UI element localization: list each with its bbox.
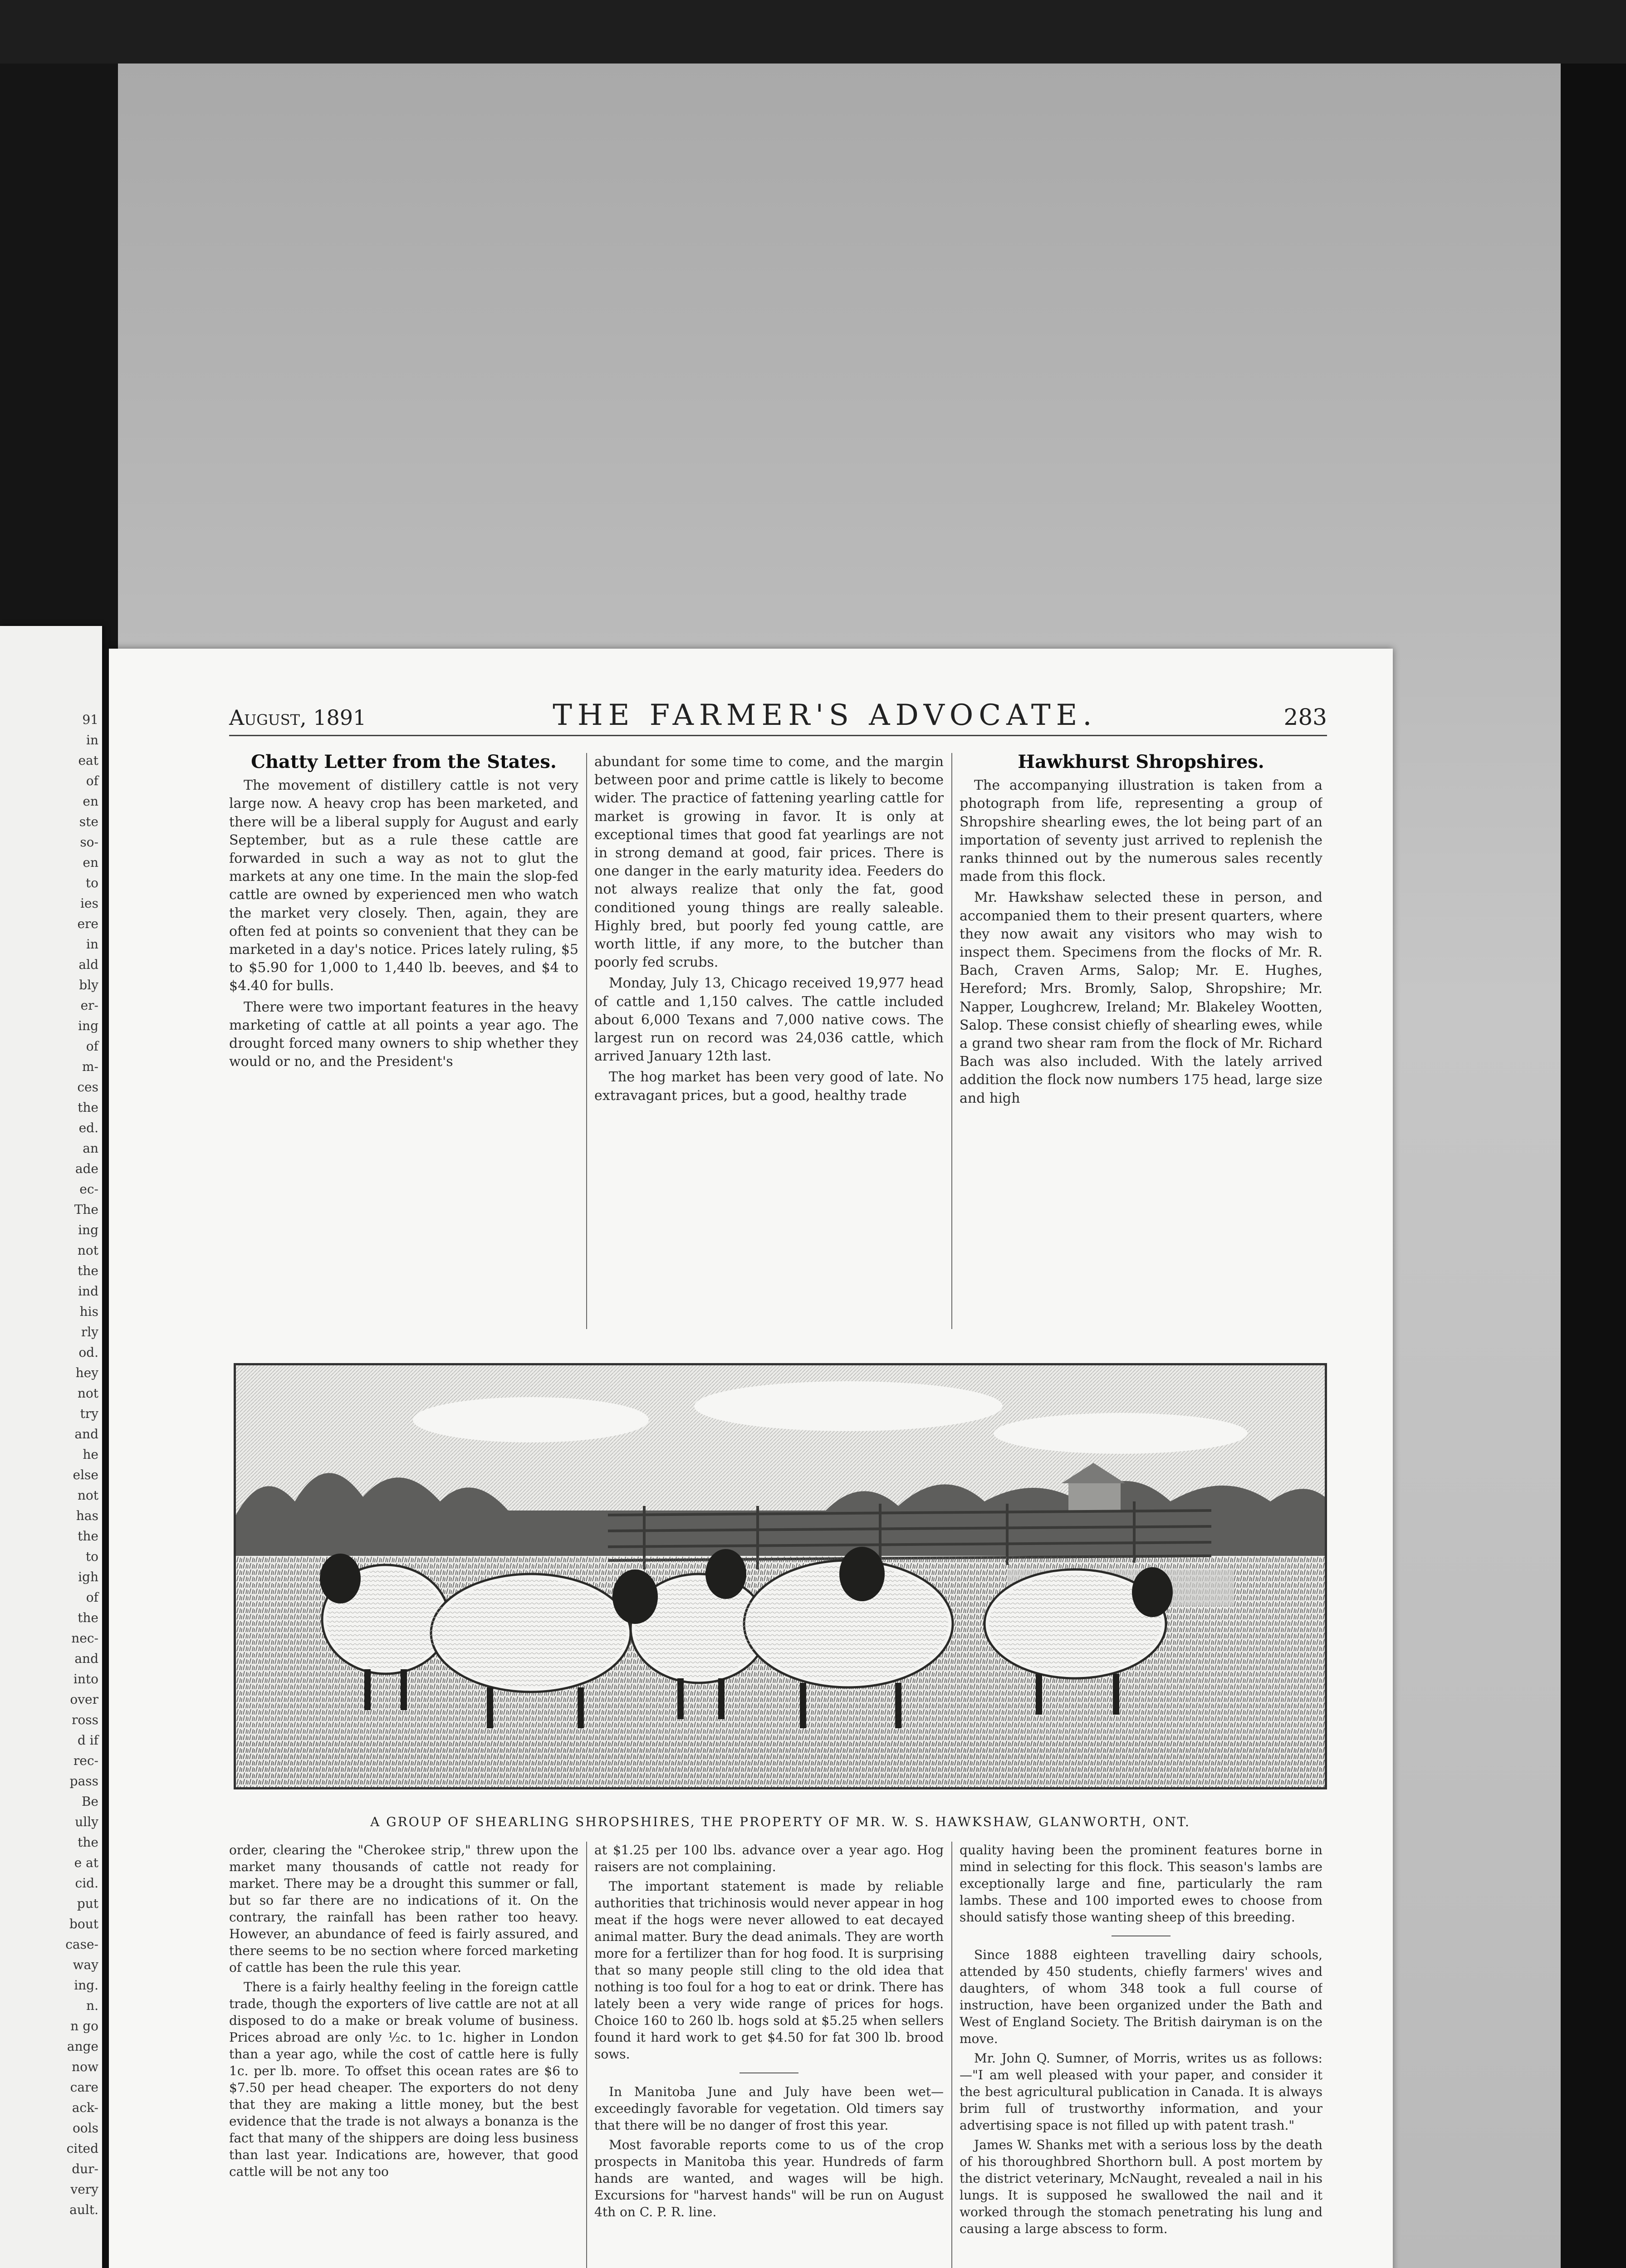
adjacent-page-text-fragment: cid. — [75, 1876, 98, 1891]
adjacent-page-text-fragment: not — [77, 1386, 98, 1401]
adjacent-page-text-fragment: eat — [78, 753, 98, 768]
adjacent-page-text-fragment: Be — [81, 1794, 98, 1809]
adjacent-page-text-fragment: rly — [81, 1325, 98, 1339]
adjacent-page-text-fragment: over — [70, 1692, 98, 1707]
adjacent-page-text-fragment: the — [78, 1529, 98, 1544]
adjacent-page-text-fragment: an — [83, 1141, 98, 1156]
adjacent-page-text-fragment: try — [80, 1406, 98, 1421]
article-title-chatty-letter: Chatty Letter from the States. — [251, 753, 557, 772]
adjacent-page-text-fragment: case- — [65, 1937, 98, 1952]
adjacent-page-text-fragment: ald — [78, 957, 98, 972]
adjacent-page-text-fragment: the — [78, 1610, 98, 1625]
adjacent-page-text-fragment: n go — [70, 2019, 98, 2033]
adjacent-page-text-fragment: ere — [77, 916, 98, 931]
adjacent-page-text-fragment: in — [86, 937, 98, 952]
adjacent-page-text-fragment: to — [85, 1549, 98, 1564]
adjacent-page-text-fragment: ross — [72, 1712, 98, 1727]
adjacent-page-text-fragment: The — [74, 1202, 98, 1217]
adjacent-page-text-fragment: put — [77, 1896, 98, 1911]
article-title-hawkhurst: Hawkhurst Shropshires. — [1018, 753, 1264, 772]
paragraph: Since 1888 eighteen travelling dairy schools, attended by 450 students, chiefly farmers' wives and daughters, of whom 348 took a full course of instruction, have been organized under the Bath and West of England Society. The British dairyman is on the move. — [960, 1947, 1322, 2046]
newspaper-page — [109, 649, 1393, 2268]
column-2-bottom — [594, 1842, 944, 2268]
masthead-title: THE FARMER'S ADVOCATE. — [553, 699, 1097, 732]
adjacent-page-text-fragment: e at — [74, 1855, 98, 1870]
adjacent-page-text-fragment: en — [83, 855, 98, 870]
header-date: August, 1891 — [229, 705, 367, 730]
scan-background-right — [1561, 64, 1626, 2268]
adjacent-page-text-fragment: ade — [75, 1161, 98, 1176]
column-divider — [586, 1842, 587, 2268]
adjacent-page-text-fragment: ools — [72, 2121, 98, 2136]
adjacent-page-text-fragment: od. — [78, 1345, 98, 1360]
adjacent-page-text-fragment: d if — [77, 1733, 98, 1748]
figure-caption: A GROUP OF SHEARLING SHROPSHIRES, THE PROPERTY OF MR. W. S. HAWKSHAW, GLANWORTH, ONT. — [370, 1814, 1190, 1829]
paragraph: Most favorable reports come to us of the crop prospects in Manitoba this year. Hundreds of farm hands are wanted, and wages will be high. Excursions for "harvest hands" will be run on August 4th on C. P. R. line. — [594, 2137, 944, 2219]
paragraph: The movement of distillery cattle is not very large now. A heavy crop has been marketed, and there will be a liberal supply for August and early September, but as a rule these cattle are forwarded in such a way as not to glut the markets at any one time. In the main the slop-fed cattle are owned by experienced men who watch the market very closely. Then, again, they are often fed at points so convenient that they can be marketed in a day's notice. Prices lately ruling, $5 to $5.90 for 1,000 to 1,440 lb. beeves, and $4 to $4.40 for bulls. — [229, 777, 578, 994]
adjacent-page-text-fragment: igh — [78, 1569, 98, 1584]
adjacent-page-text-fragment: hey — [75, 1365, 98, 1380]
paragraph: quality having been the prominent features borne in mind in selecting for this flock. This season's lambs are exceptionally large and fine, particularly the ram lambs. These and 100 imported ewes to choose from should satisfy those wanting sheep of this breeding. — [960, 1843, 1322, 1925]
paragraph: The accompanying illustration is taken from a photograph from life, representing a group of Shropshire shearling ewes, the lot being part of an importation of seventy just arrived to replenish the ranks thinned out by the numerous sales recently made from this flock. — [960, 777, 1322, 885]
adjacent-page-text-fragment: nec- — [71, 1631, 98, 1646]
adjacent-page-text-fragment: ies — [80, 896, 98, 911]
paragraph: at $1.25 per 100 lbs. advance over a year ago. Hog raisers are not complaining. — [594, 1843, 944, 1874]
adjacent-page-text-fragment: en — [83, 794, 98, 809]
adjacent-page-text-fragment: ed. — [78, 1120, 98, 1135]
adjacent-page-text-fragment: ec- — [79, 1182, 98, 1197]
adjacent-page-text-fragment: bout — [69, 1916, 98, 1931]
adjacent-page-text-fragment: very — [70, 2182, 98, 2197]
adjacent-page-fragment — [0, 626, 102, 2268]
adjacent-page-text-fragment: m- — [82, 1059, 98, 1074]
adjacent-page-text-fragment: bly — [79, 978, 98, 992]
adjacent-page-text-fragment: cited — [66, 2141, 98, 2156]
adjacent-page-text-fragment: ully — [75, 1814, 98, 1829]
adjacent-page-text-fragment: er- — [80, 998, 98, 1013]
paragraph: Monday, July 13, Chicago received 19,977 head of cattle and 1,150 calves. The cattle included about 6,000 Texans and 7,000 native cows. The largest run on record was 24,036 cattle, which arrived January 12th last. — [594, 975, 944, 1065]
column-1-top — [229, 753, 578, 1329]
adjacent-page-text-fragment: way — [73, 1957, 98, 1972]
adjacent-page-text-fragment: ing — [78, 1222, 98, 1237]
adjacent-page-text-fragment: has — [76, 1508, 98, 1523]
adjacent-page-text-fragment: to — [85, 875, 98, 890]
column-divider — [951, 753, 952, 1329]
paragraph: order, clearing the "Cherokee strip," threw upon the market many thousands of cattle not ready for market. There may be a drought this summer or fall, but so far there are no indications of it. On the contrary, the rainfall has been rather too heavy. However, an abundance of feed is fairly assured, and there seems to be no section where forced marketing of cattle has been the rule this year. — [229, 1843, 578, 1975]
column-2-top — [594, 753, 944, 1329]
paragraph: Mr. John Q. Sumner, of Morris, writes us as follows:—"I am well pleased with your paper, and consider it the best agricultural publication in Canada. It is always brim full of trustworthy information, and your advertising space is not filled up with patent trash." — [960, 2051, 1322, 2133]
paragraph: In Manitoba June and July have been wet—exceedingly favorable for vegetation. Old timers say that there will be no danger of frost this year. — [594, 2084, 944, 2133]
adjacent-page-text-fragment: else — [73, 1467, 98, 1482]
adjacent-page-text-fragment: ste — [79, 814, 98, 829]
adjacent-page-text-fragment: ange — [67, 2039, 98, 2054]
column-divider — [951, 1842, 952, 2268]
adjacent-page-text-fragment: rec- — [73, 1753, 98, 1768]
column-divider — [586, 753, 587, 1329]
adjacent-page-text-fragment: his — [79, 1304, 98, 1319]
page-number: 283 — [1283, 704, 1327, 730]
adjacent-page-text-fragment: ing — [78, 1018, 98, 1033]
column-3-bottom — [960, 1842, 1322, 2268]
adjacent-page-text-fragment: 91 — [82, 712, 98, 727]
adjacent-page-text-fragment: the — [78, 1835, 98, 1850]
adjacent-page-text-fragment: and — [74, 1651, 98, 1666]
adjacent-page-text-fragment: into — [73, 1672, 98, 1686]
adjacent-page-text-fragment: not — [77, 1488, 98, 1503]
paragraph: There were two important features in the heavy marketing of cattle at all points a year ago. The drought forced many owners to ship whether they would or no, and the President's — [229, 999, 578, 1070]
adjacent-page-text-fragment: in — [86, 733, 98, 748]
paragraph: The hog market has been very good of late. No extravagant prices, but a good, healthy trade — [594, 1069, 944, 1104]
engraving-image — [236, 1365, 1325, 1787]
adjacent-page-text-fragment: ault. — [69, 2202, 98, 2217]
adjacent-page-text-fragment: pass — [69, 1774, 98, 1789]
adjacent-page-text-fragment: ing. — [74, 1978, 98, 1993]
paragraph: James W. Shanks met with a serious loss by the death of his thoroughbred Shorthorn bull. A post mortem by the district veterinary, McNaught, revealed a nail in his lungs. It is supposed he swallowed the nail and it worked through the stomach penetrating his lung and causing a large abscess to form. — [960, 2137, 1322, 2236]
adjacent-page-text-fragment: n. — [86, 1998, 98, 2013]
adjacent-page-text-fragment: and — [74, 1427, 98, 1442]
adjacent-page-text-fragment: care — [70, 2080, 98, 2095]
column-3-top — [960, 753, 1322, 1329]
adjacent-page-text-fragment: ind — [78, 1284, 98, 1299]
paragraph: There is a fairly healthy feeling in the foreign cattle trade, though the exporters of live cattle are not at all disposed to do a make or break volume of business. Prices abroad are only ½c. to 1c. higher in London than a year ago, while the cost of cattle here is fully 1c. per lb. more. To offset this ocean rates are $6 to $7.50 per head cheaper. The exporters do not deny that they are making a little money, but the best evidence that the trade is not always a bonanza is the fact that many of the shippers are doing less business than last year. Indications are, however, that good cattle will be not any too — [229, 1980, 578, 2179]
adjacent-page-text-fragment: he — [83, 1447, 98, 1462]
adjacent-page-text-fragment: not — [77, 1243, 98, 1258]
adjacent-page-text-fragment: ack- — [72, 2100, 98, 2115]
adjacent-page-text-fragment: now — [72, 2059, 98, 2074]
adjacent-page-text-fragment: of — [86, 1590, 98, 1605]
adjacent-page-text-fragment: dur- — [72, 2161, 98, 2176]
column-1-bottom — [229, 1842, 578, 2268]
sheep-engraving-illustration — [234, 1363, 1327, 1789]
page-header — [229, 699, 1327, 736]
adjacent-page-text-fragment: so- — [80, 835, 98, 850]
adjacent-page-text-fragment: the — [78, 1263, 98, 1278]
section-rule — [740, 2072, 798, 2073]
paragraph: The important statement is made by reliable authorities that trichinosis would never appear in hog meat if the hogs were never allowed to eat decayed animal matter. Bury the dead animals. They are worth more for a fertilizer than for hog food. It is surprising that so many people still cling to the old idea that nothing is too foul for a hog to eat or drink. There has lately been a very wide range of prices for hogs. Choice 160 to 260 lb. hogs sold at $5.25 when sellers found it hard work to get $4.50 for fat 300 lb. brood sows. — [594, 1879, 944, 2062]
adjacent-page-text-fragment: of — [86, 1039, 98, 1054]
scan-background-top — [0, 0, 1626, 64]
adjacent-page-text-fragment: of — [86, 773, 98, 788]
adjacent-page-text-fragment: ces — [77, 1080, 98, 1095]
paragraph: Mr. Hawkshaw selected these in person, and accompanied them to their present quarters, where they now await any visitors who may wish to inspect them. Specimens from the flocks of Mr. R. Bach, Craven Arms, Salop; Mr. E. Hughes, Hereford; Mrs. Bromly, Salop, Shropshire; Mr. Napper, Loughcrew, Ireland; Mr. Blakeley Wootten, Salop. These consist chiefly of shearling ewes, while a grand two shear ram from the flock of Mr. Richard Bach was also included. With the lately arrived addition the flock now numbers 175 head, large size and high — [960, 890, 1322, 1106]
adjacent-page-text-fragment: the — [78, 1100, 98, 1115]
paragraph: abundant for some time to come, and the margin between poor and prime cattle is likely to become wider. The practice of fattening yearling cattle for market is growing in favor. It is only at exceptional times that good fat yearlings are not in strong demand at good, fair prices. There is one danger in the early maturity idea. Feeders do not always realize that only the fat, good conditioned young things are really saleable. Highly bred, but poorly fed young cattle, are worth little, if any more, to the butcher than poorly fed scrubs. — [594, 754, 944, 971]
